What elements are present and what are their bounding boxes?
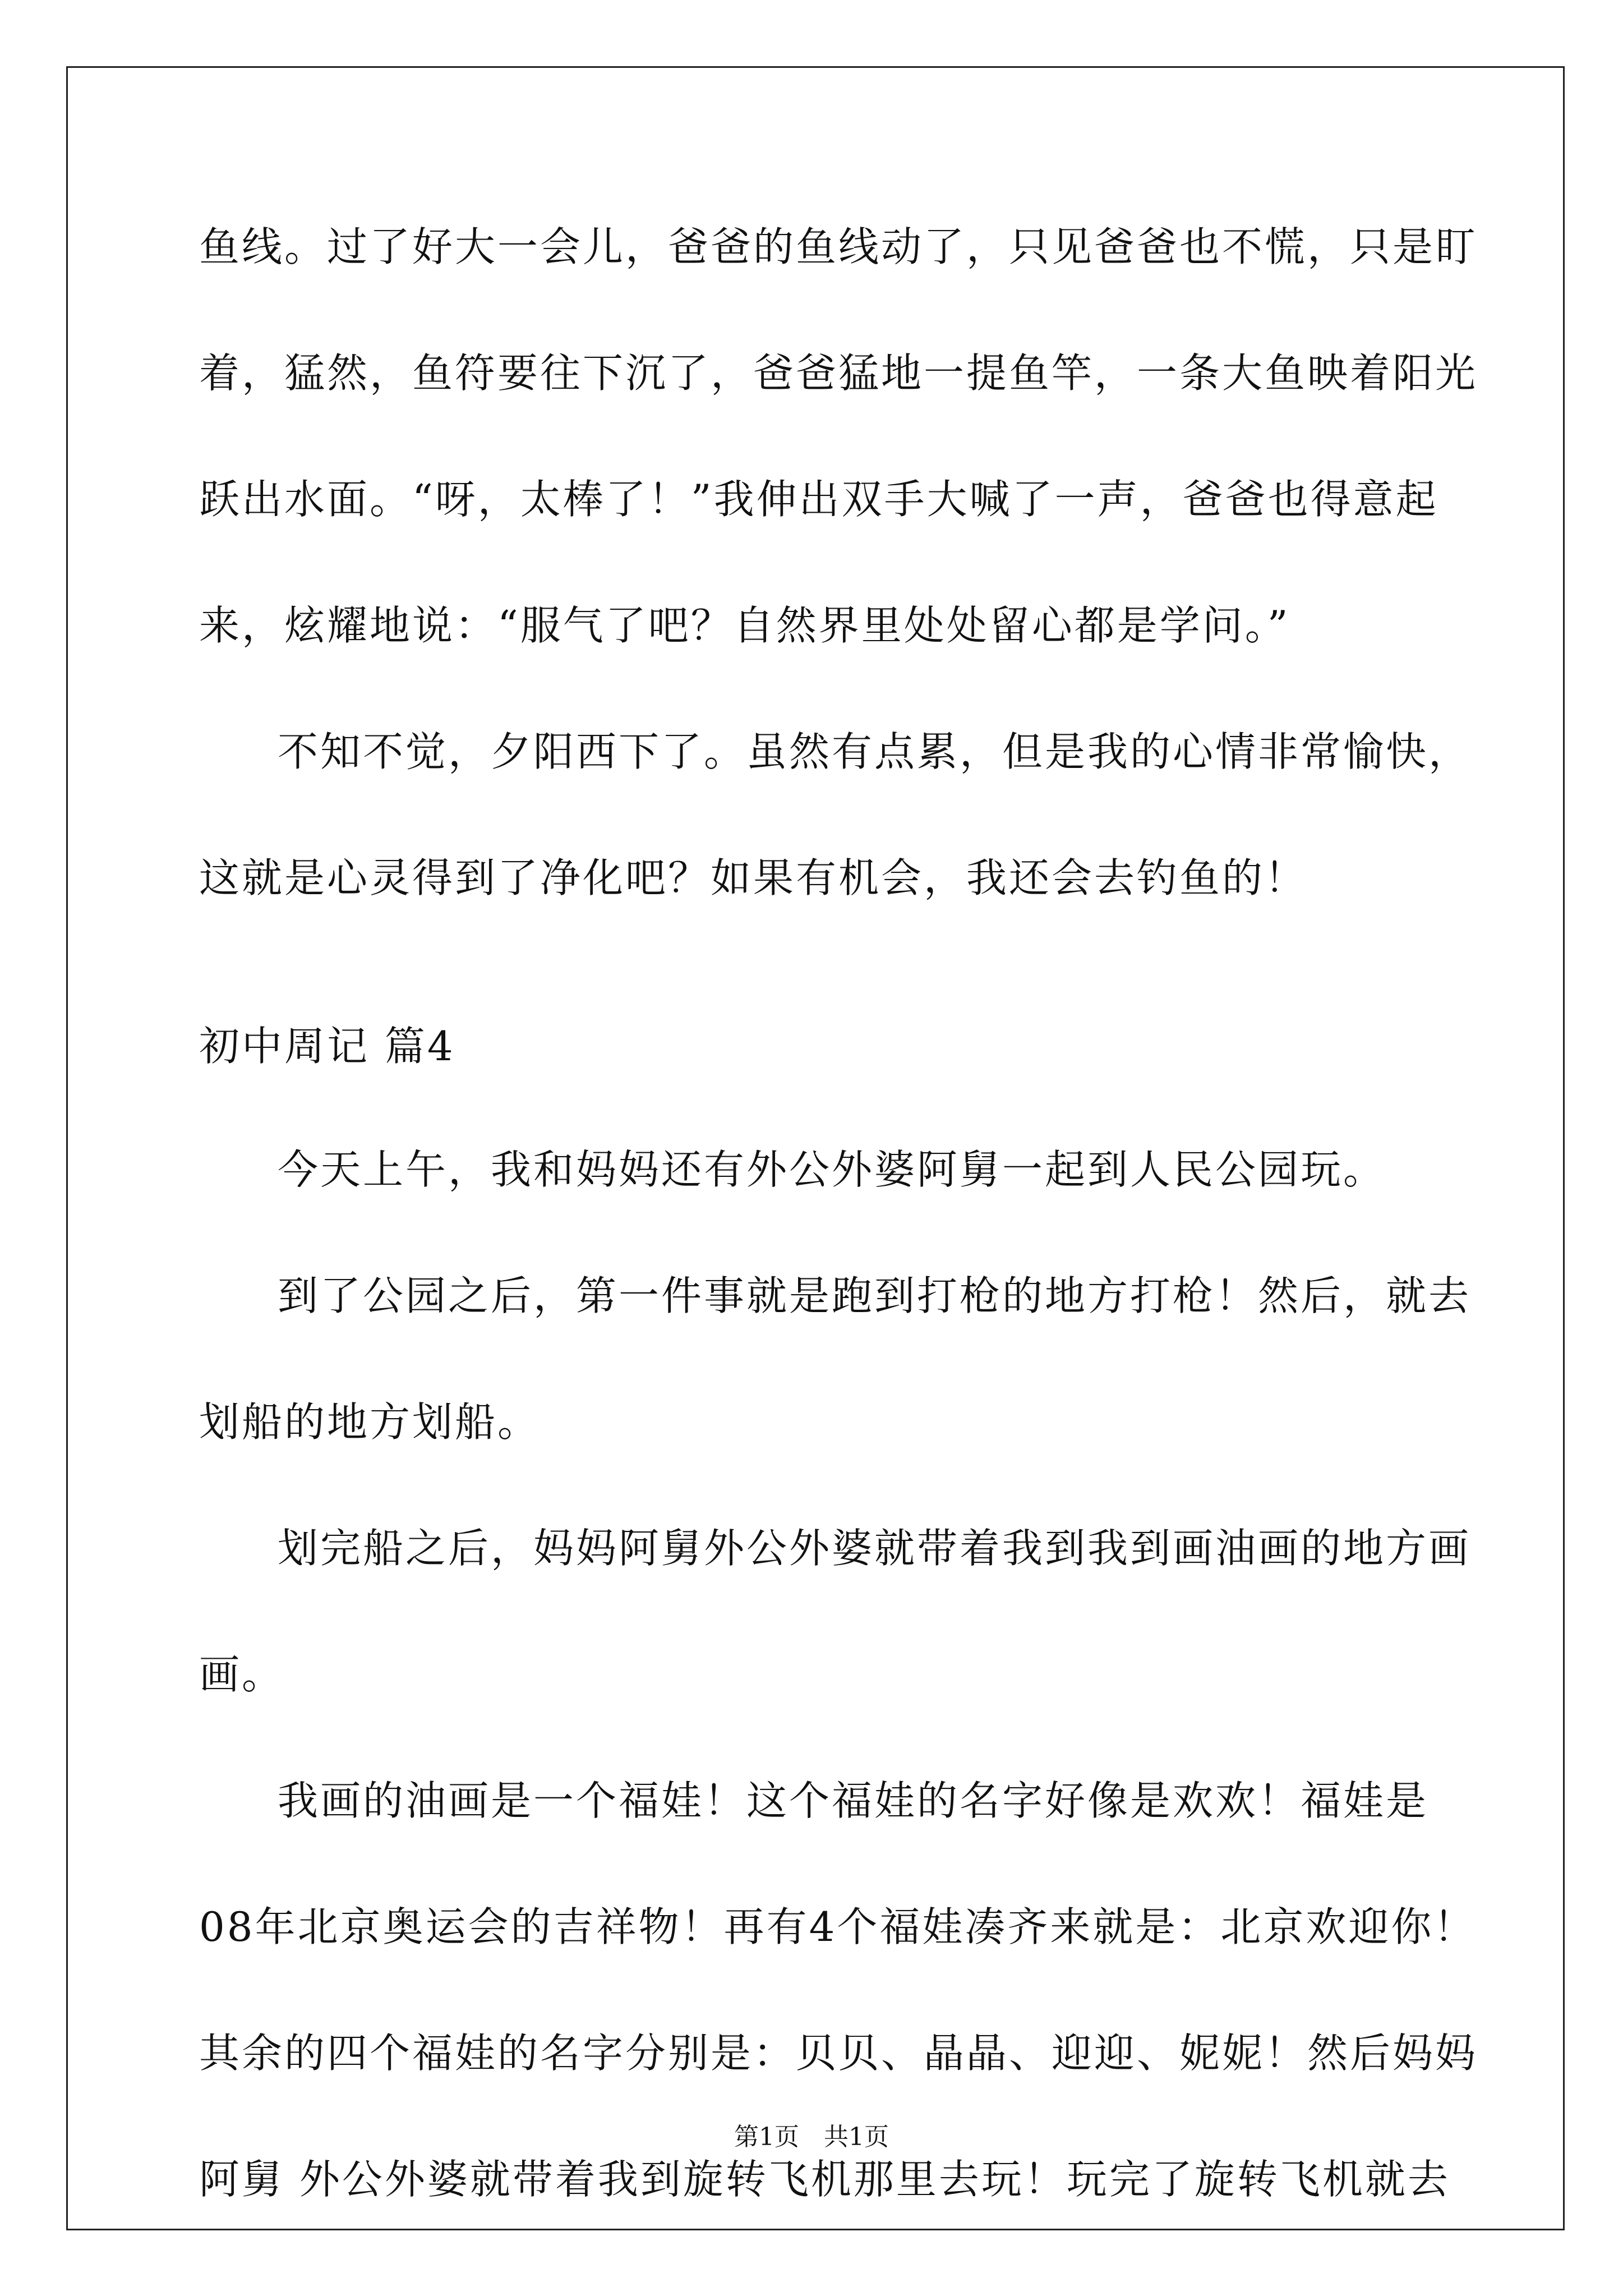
page-footer: 第1页 共1页 bbox=[734, 2123, 889, 2151]
paragraph-line: 来，炫耀地说：“服气了吧？自然界里处处留心都是学问。” bbox=[199, 602, 1290, 649]
paragraph-line: 不知不觉，夕阳西下了。虽然有点累，但是我的心情非常愉快， bbox=[278, 728, 1472, 775]
paragraph-line: 今天上午，我和妈妈还有外公外婆阿舅一起到人民公园玩。 bbox=[278, 1146, 1386, 1193]
paragraph-line: 我画的油画是一个福娃！这个福娃的名字好像是欢欢！福娃是 bbox=[278, 1777, 1429, 1824]
paragraph-line: 到了公园之后，第一件事就是跑到打枪的地方打枪！然后，就去 bbox=[278, 1272, 1472, 1319]
paragraph-line: 跃出水面。“呀，太棒了！”我伸出双手大喊了一声，爸爸也得意起 bbox=[199, 476, 1438, 523]
paragraph-line: 划船的地方划船。 bbox=[199, 1398, 541, 1446]
paragraph-line: 08年北京奥运会的吉祥物！再有4个福娃凑齐来就是：北京欢迎你！ bbox=[199, 1903, 1477, 1950]
paragraph-line: 这就是心灵得到了净化吧？如果有机会，我还会去钓鱼的！ bbox=[199, 854, 1308, 901]
paragraph-line: 阿舅 外公外婆就带着我到旋转飞机那里去玩！玩完了旋转飞机就去 bbox=[199, 2156, 1450, 2203]
paragraph-line: 着，猛然，鱼符要往下沉了，爸爸猛地一提鱼竿，一条大鱼映着阳光 bbox=[199, 349, 1478, 397]
paragraph-line: 其余的四个福娃的名字分别是：贝贝、晶晶、迎迎、妮妮！然后妈妈 bbox=[199, 2030, 1478, 2077]
paragraph-line: 划完船之后，妈妈阿舅外公外婆就带着我到我到画油画的地方画 bbox=[278, 1525, 1472, 1572]
paragraph-line: 画。 bbox=[199, 1651, 285, 1698]
section-heading: 初中周记 篇4 bbox=[199, 1023, 455, 1070]
paragraph-line: 鱼线。过了好大一会儿，爸爸的鱼线动了，只见爸爸也不慌，只是盯 bbox=[199, 223, 1478, 270]
